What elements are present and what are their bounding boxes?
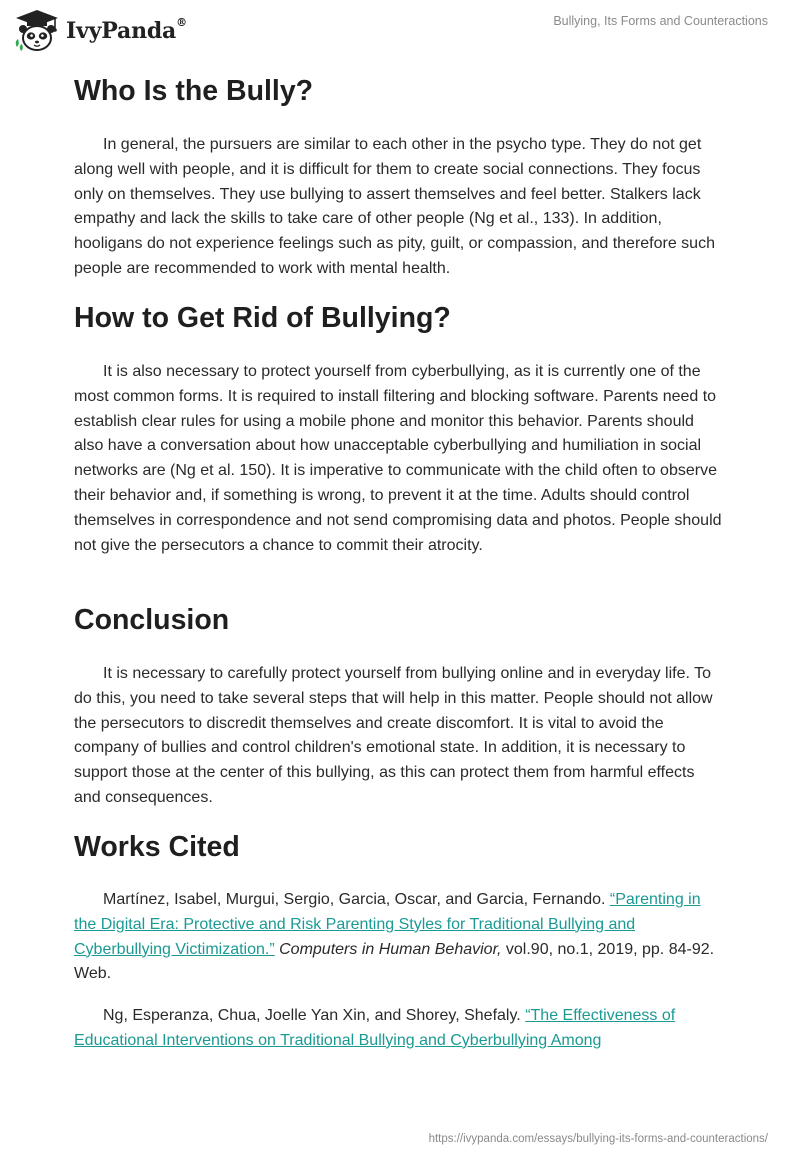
citation-title-link[interactable]: “The Effectiveness of Educational Interventions on Traditional Bullying and Cyberbullying Among [74, 1007, 676, 1049]
heading-how-to-get-rid: How to Get Rid of Bullying? [74, 302, 451, 334]
citation-authors: Ng, Esperanza, Chua, Joelle Yan Xin, and Shorey, Shefaly. [103, 1007, 526, 1024]
citation-title-link[interactable]: “Parenting in the Digital Era: Protective and Risk Parenting Styles for Traditional Bullying and Cyberbullying Victimization.” [74, 891, 701, 958]
heading-who-is-the-bully: Who Is the Bully? [74, 75, 314, 107]
paragraph-conclusion: It is necessary to carefully protect yourself from bullying online and in everyday life. To do this, you need to take several steps that will help in this matter. People should not allow the persecutors to discredit themselves and create discomfort. It is vital to avoid the company of bullies and control children's emotional state. In addition, it is necessary to support those at the center of this bullying, as this can protect them from harmful effects and consequences. [74, 665, 713, 806]
logo-wordmark: IvyPanda® [66, 15, 187, 44]
heading-conclusion: Conclusion [74, 604, 230, 636]
citation-authors: Martínez, Isabel, Murgui, Sergio, Garcia, Oscar, and Garcia, Fernando. [103, 891, 610, 908]
citation-entry [74, 888, 724, 987]
heading-works-cited: Works Cited [74, 831, 240, 863]
citation-entry [74, 1004, 724, 1054]
page-header [0, 0, 800, 64]
paragraph-how-to-get-rid: It is also necessary to protect yourself from cyberbullying, as it is currently one of the most common forms. It is required to install filtering and blocking software. Parents need to establish clear rules for using a mobile phone and monitor this behavior. Parents should also have a conversation about how unacceptable cyberbullying and humiliation in social networks are (Ng et al. 150). It is imperative to communicate with the child often to observe their behavior and, if something is wrong, to prevent it at the time. Adults should control themselves in correspondence and not send compromising data and photos. People should not give the persecutors a chance to commit their atrocity. [74, 363, 722, 554]
paragraph-who-is-the-bully: In general, the pursuers are similar to each other in the psycho type. They do not get along well with people, and it is difficult for them to create social connections. They focus only on themselves. They use bullying to assert themselves and feel better. Stalkers lack empathy and lack the skills to take care of other people (Ng et al., 133). In addition, hooligans do not experience feelings such as pity, guilt, or compassion, and therefore such people are recommended to work with mental health. [74, 136, 715, 277]
citation-journal: Computers in Human Behavior, [279, 940, 502, 958]
citation-details: vol.90, no.1, 2019, pp. 84-92. Web. [74, 940, 715, 983]
registered-mark: ® [176, 15, 187, 29]
footer-source-url: https://ivypanda.com/essays/bullying-its-forms-and-counteractions/ [428, 1133, 768, 1145]
document-title: Bullying, Its Forms and Counteractions [553, 14, 768, 28]
panda-graduate-icon [14, 9, 60, 53]
ivypanda-logo[interactable] [14, 9, 187, 53]
